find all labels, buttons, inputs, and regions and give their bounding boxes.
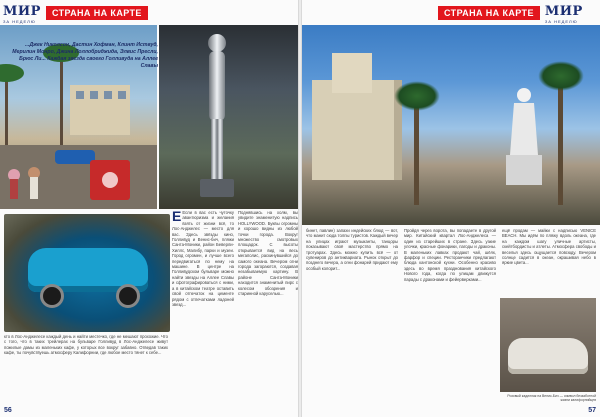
article-column-3: ещё продам — майки с надписью VENICE BEACH. Мы идём по пляжу вдоль океана, где на каждом шагу уличные артисты, скейтбордисты и атлеты. Атмосфера свободы и веселья здесь ощущается повсюду. Вечером солнце садится в океан, окрашивая небо в яркие цвета... <box>502 228 596 266</box>
section-label: СТРАНА НА КАРТЕ <box>46 6 148 20</box>
car-photo-caption: Розовый кадиллак на Венис-Бич — символ беззаботной жизни калифорнийцев <box>507 394 596 402</box>
brand-name: МИР <box>3 4 41 19</box>
brand-subtitle: ЗА НЕДЕЛЮ <box>544 19 578 24</box>
article-column-1: кто в Лос-Анджелесе каждый день и найти местечко, где не мешают прохожие. Что с того, что в таких трейлерах на бульваре Голливуд в Лос-Анджелесе живут пожилые дамы из маленьких кафе, у которых все вокруг забавно. Отведав таких кафе, ты почувствуешь атмосферу Калифорнии, где любое место тянет к себе... <box>4 334 168 356</box>
palm-crown <box>394 81 440 111</box>
page-number-left: 56 <box>4 407 12 414</box>
article-text: Если в вас есть чуточку авантюризма и желания взять от жизни всё, то Лос-Анджелес — место для вас. Здесь звёзды кино, Голливуд и Венис-бич, пляжи Санта-Моники, район Беверли-Хиллс, Малибу, парки и музеи. Город огромен, и лучше всего передвигаться по нему на машине. В центре на Голливудском бульваре можно найти звезды на Аллее Славы и сфотографироваться с ними, а в китайском театре оставить свой отпечаток на цементе рядом с отпечатками ладоней звезд... <box>172 210 234 307</box>
article-column-2: Пройдя через ворота, вы попадаете в другой мир. Китайский квартал Лос-Анджелеса — один из старейших в стране. Здесь узкие улочки, красные фонарики, пагоды и драконы. В маленьких лавках продают чай, шёлк, фарфор и специи. Ресторанчики предлагают блюда кантонской кухни. Особенно красиво здесь во время празднования китайского Нового года, когда по улицам движутся парады с драконами и фейерверками... <box>404 228 496 282</box>
drop-cap: Е <box>172 210 182 224</box>
palm-trunk <box>558 75 563 205</box>
brand-subtitle: ЗА НЕДЕЛЮ <box>3 19 36 24</box>
left-page <box>0 0 298 417</box>
palm-crown <box>538 61 584 91</box>
article-column-1: бинет, павлин) запахи индейских блюд — вот, что манит сюда толпы туристов. Каждый вечер на улицах играют музыканты, танцоры показывают своё мастерство прямо на тротуарах. Здесь можно купить всё — от сувениров до антиквариата. Рынок открыт до позднего вечера, а огни фонарей придают ему особый колорит... <box>306 228 398 271</box>
mission-building <box>312 80 402 180</box>
article-column-3: Поднявшись на холм, вы увидите знаменитую надпись HOLLYWOOD. Буквы огромны и хорошо видны из любой точки города. Вокруг множество смотровых площадок. С высоты открывается вид на весь мегаполис, раскинувшийся до самого океана. Вечером огни города загораются, создавая незабываемую картину. В районе Санта-Моники находится знаменитый пирс с колесом обозрения и старинной каруселью... <box>238 210 298 297</box>
white-car-photo <box>500 298 596 392</box>
brand-name: МИР <box>544 4 583 19</box>
right-page <box>302 0 600 417</box>
section-label: СТРАНА НА КАРТЕ <box>438 6 540 20</box>
car-photo <box>4 214 170 332</box>
palm-trunk <box>414 95 419 205</box>
car-wheel-rear <box>116 284 140 308</box>
car-wheel-front <box>40 284 64 308</box>
brand-logo <box>3 2 41 24</box>
page-number-right: 57 <box>588 407 596 414</box>
left-header <box>3 3 148 23</box>
oscar-statue-graphic <box>196 31 238 201</box>
brand-logo <box>545 2 583 24</box>
bell-tower <box>332 53 372 93</box>
right-header <box>438 3 583 23</box>
oscar-statue-photo <box>159 25 298 209</box>
article-column-2 <box>172 210 234 410</box>
olvera-street-photo <box>302 25 600 225</box>
white-statue-graphic <box>506 85 542 185</box>
photo-headline-caption: ...Джек Николсон, Дастин Хофман, Клинт Иствуд, Мерилин Монро, Джина Лоллобриджида, Элвис Пресли, Брюс Ли... Каждая звезда своего Голливуда на Аллее Славы <box>12 42 158 69</box>
car-body <box>508 338 588 374</box>
